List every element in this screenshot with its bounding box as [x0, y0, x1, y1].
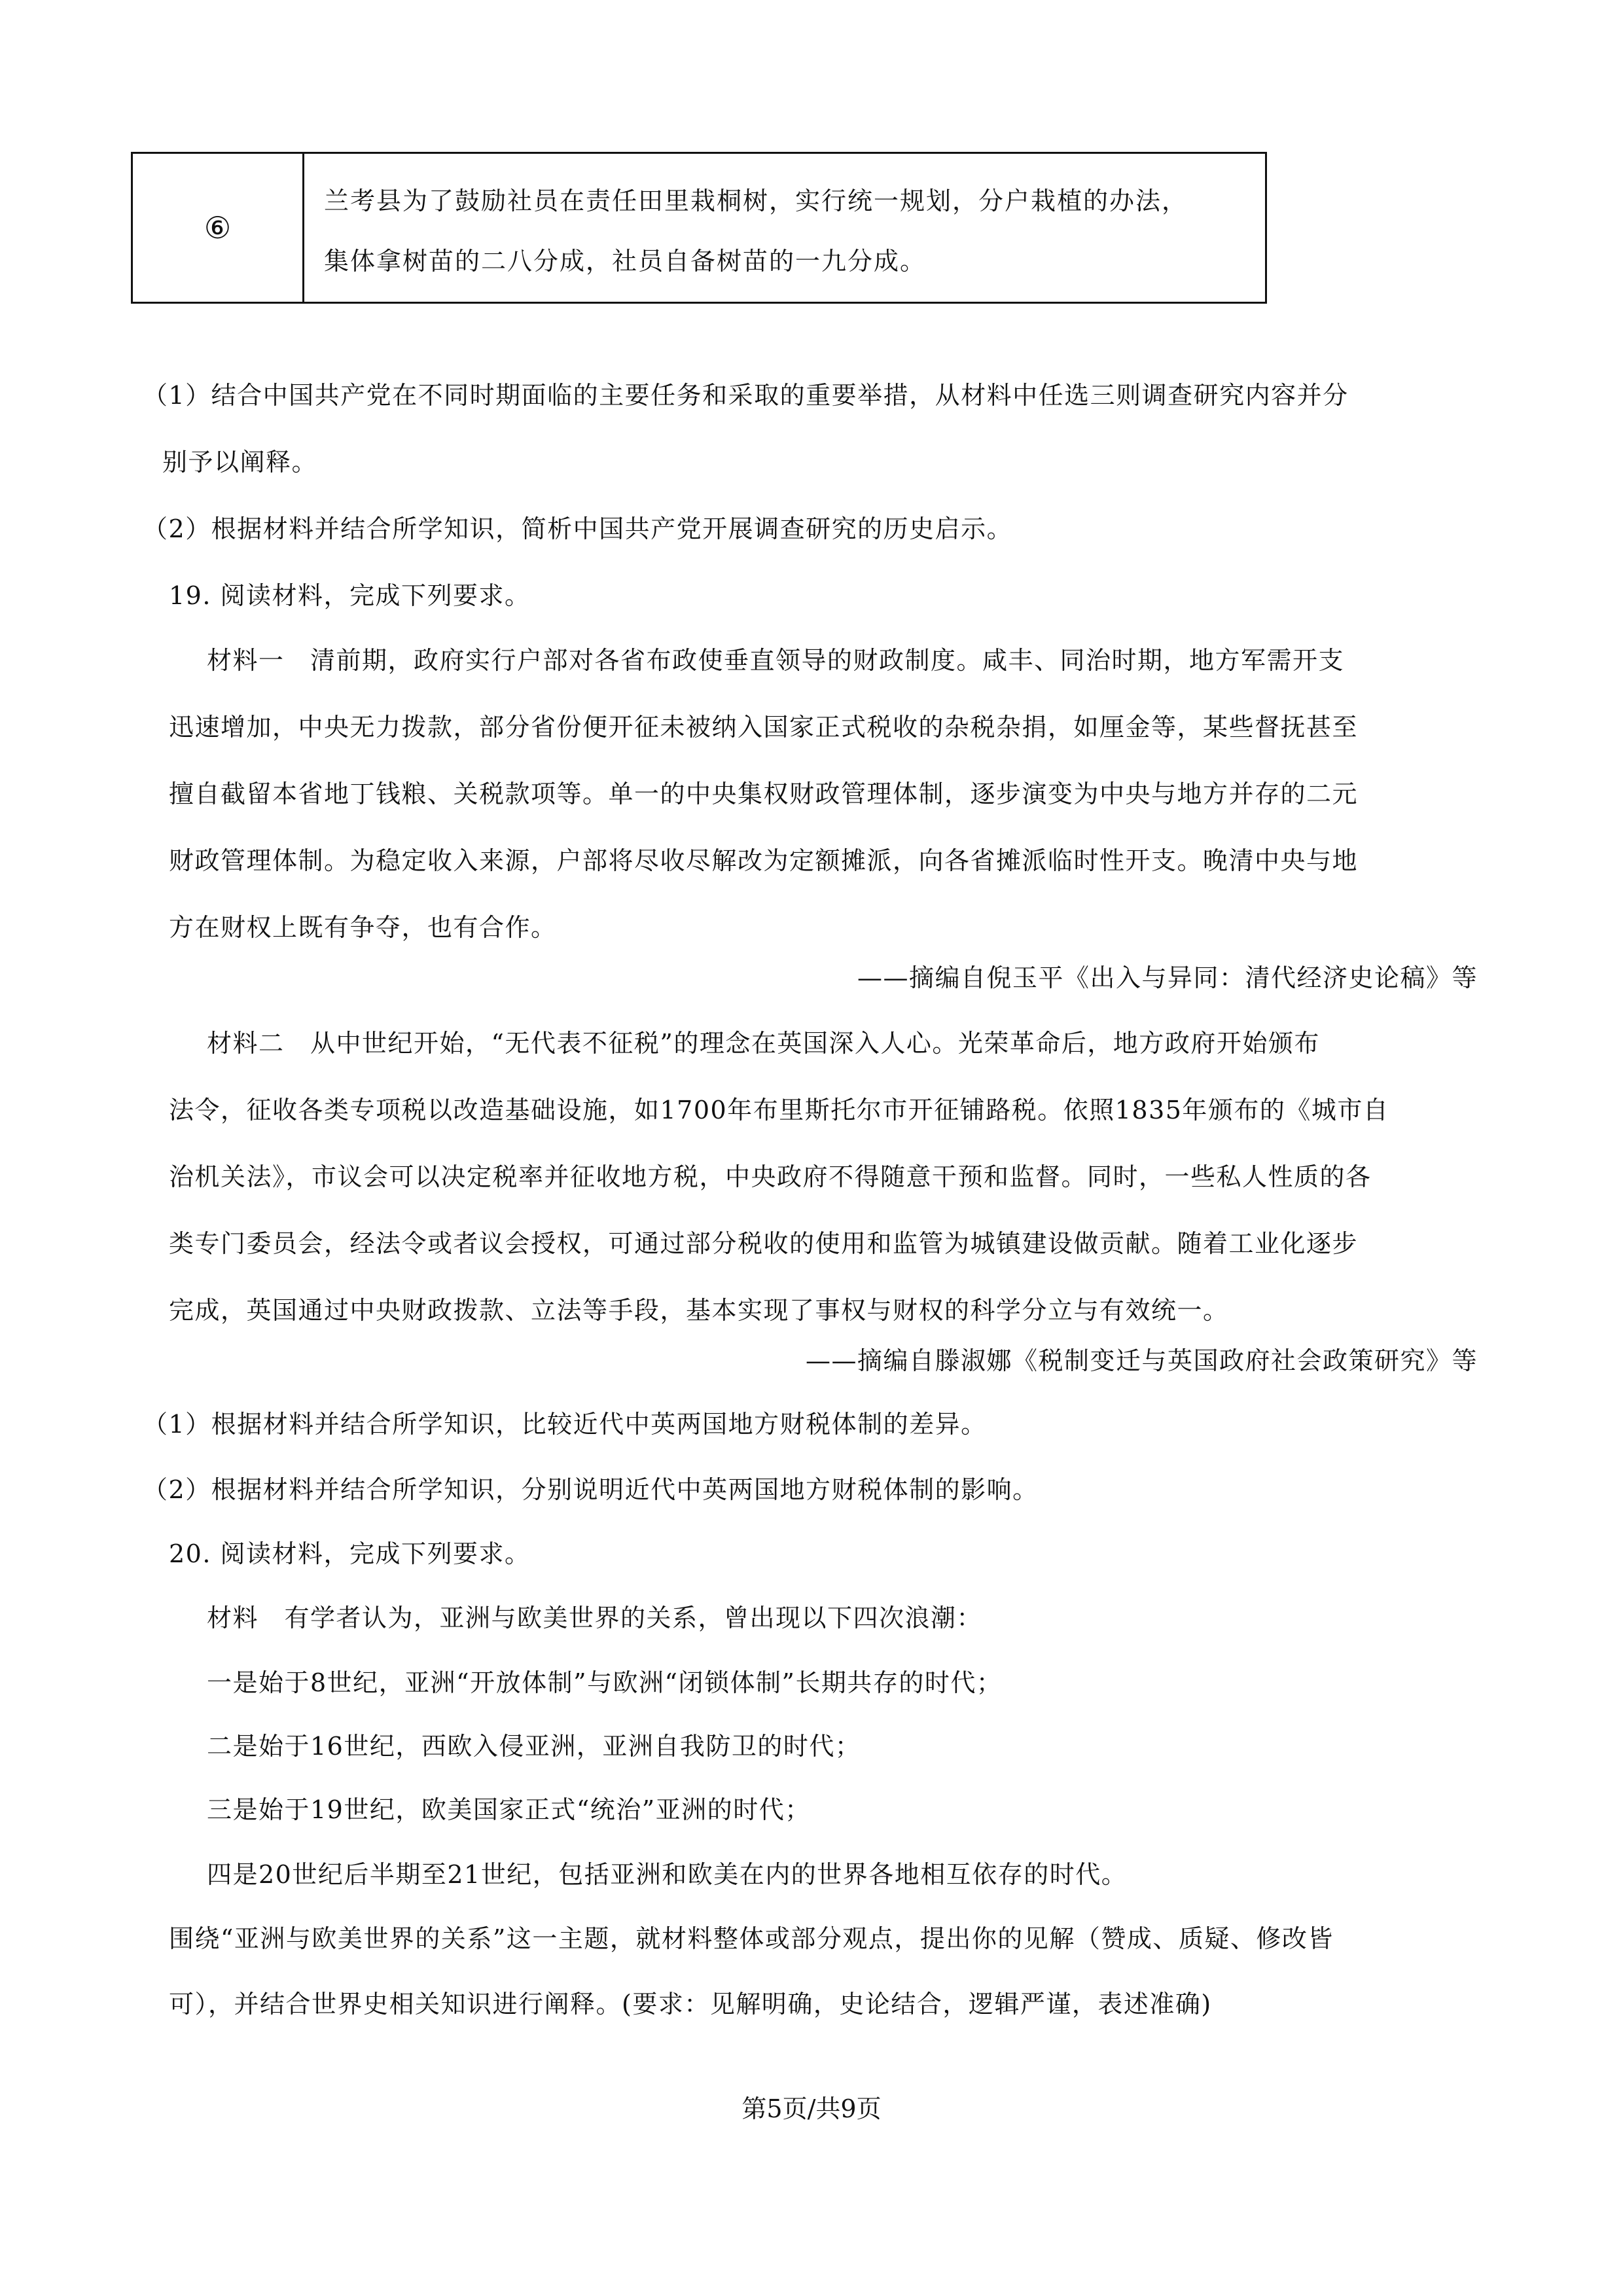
q19-material2-line: 法令，征收各类专项税以改造基础设施，如1700年布里斯托尔市开征铺路税。依照1835年颁布的《城市自	[169, 1096, 1389, 1124]
row-content	[304, 154, 1265, 302]
row-content-line: 兰考县为了鼓励社员在责任田里栽桐树，实行统一规划，分户栽植的办法，	[324, 187, 1188, 215]
q18-sub1-cont: 别予以阐释。	[162, 448, 318, 476]
page-number: 第5页/共9页	[741, 2094, 882, 2123]
q19-material1-line: 方在财权上既有争夺，也有合作。	[169, 913, 557, 942]
q20-material-line: 四是20世纪后半期至21世纪，包括亚洲和欧美在内的世界各地相互依存的时代。	[207, 1860, 1128, 1889]
q19-material2-line: 材料二 从中世纪开始，“无代表不征税”的理念在英国深入人心。光荣革命后，地方政府开始颁布	[207, 1029, 1320, 1058]
q20-question-cont: 可），并结合世界史相关知识进行阐释。(要求：见解明确，史论结合，逻辑严谨，表述准确)	[169, 1990, 1212, 2018]
q19-source2: ——摘编自滕淑娜《税制变迁与英国政府社会政策研究》等	[805, 1346, 1478, 1375]
q19-sub1: （1）根据材料并结合所学知识，比较近代中英两国地方财税体制的差异。	[143, 1410, 987, 1439]
survey-table-row	[131, 152, 1267, 304]
q20-material-line: 材料 有学者认为，亚洲与欧美世界的关系，曾出现以下四次浪潮：	[207, 1604, 983, 1632]
q20-material-line: 一是始于8世纪，亚洲“开放体制”与欧洲“闭锁体制”长期共存的时代；	[207, 1668, 1003, 1697]
q20-heading: 20. 阅读材料，完成下列要求。	[169, 1539, 531, 1568]
q19-material1-line: 财政管理体制。为稳定收入来源，户部将尽收尽解改为定额摊派，向各省摊派临时性开支。晚清中央与地	[169, 846, 1359, 875]
q19-material1-line: 擅自截留本省地丁钱粮、关税款项等。单一的中央集权财政管理体制，逐步演变为中央与地方并存的二元	[169, 780, 1359, 808]
q19-material2-line: 类专门委员会，经法令或者议会授权，可通过部分税收的使用和监管为城镇建设做贡献。随着工业化逐步	[169, 1229, 1359, 1258]
q19-material2-line: 完成，英国通过中央财政拨款、立法等手段，基本实现了事权与财权的科学分立与有效统一。	[169, 1296, 1229, 1325]
q18-sub1: （1）结合中国共产党在不同时期面临的主要任务和采取的重要举措，从材料中任选三则调查研究内容并分	[143, 381, 1349, 410]
row-number: ⑥	[133, 154, 304, 302]
q19-heading: 19. 阅读材料，完成下列要求。	[169, 581, 531, 610]
q20-material-line: 三是始于19世纪，欧美国家正式“统治”亚洲的时代；	[207, 1795, 811, 1824]
q20-question: 围绕“亚洲与欧美世界的关系”这一主题，就材料整体或部分观点，提出你的见解（赞成、质疑、修改皆	[169, 1924, 1334, 1953]
row-content-line: 集体拿树苗的二八分成，社员自备树苗的一九分成。	[324, 247, 927, 276]
q19-material1-line: 迅速增加，中央无力拨款，部分省份便开征未被纳入国家正式税收的杂税杂捐，如厘金等，某些督抚甚至	[169, 713, 1359, 742]
q20-material-line: 二是始于16世纪，西欧入侵亚洲，亚洲自我防卫的时代；	[207, 1732, 861, 1761]
q19-sub2: （2）根据材料并结合所学知识，分别说明近代中英两国地方财税体制的影响。	[143, 1475, 1039, 1504]
q18-sub2: （2）根据材料并结合所学知识，简析中国共产党开展调查研究的历史启示。	[143, 514, 1013, 543]
q19-source1: ——摘编自倪玉平《出入与异同：清代经济史论稿》等	[857, 963, 1478, 992]
q19-material2-line: 治机关法》，市议会可以决定税率并征收地方税，中央政府不得随意干预和监督。同时，一些私人性质的各	[169, 1162, 1372, 1191]
q19-material1-line: 材料一 清前期，政府实行户部对各省布政使垂直领导的财政制度。咸丰、同治时期，地方军需开支	[207, 646, 1345, 675]
